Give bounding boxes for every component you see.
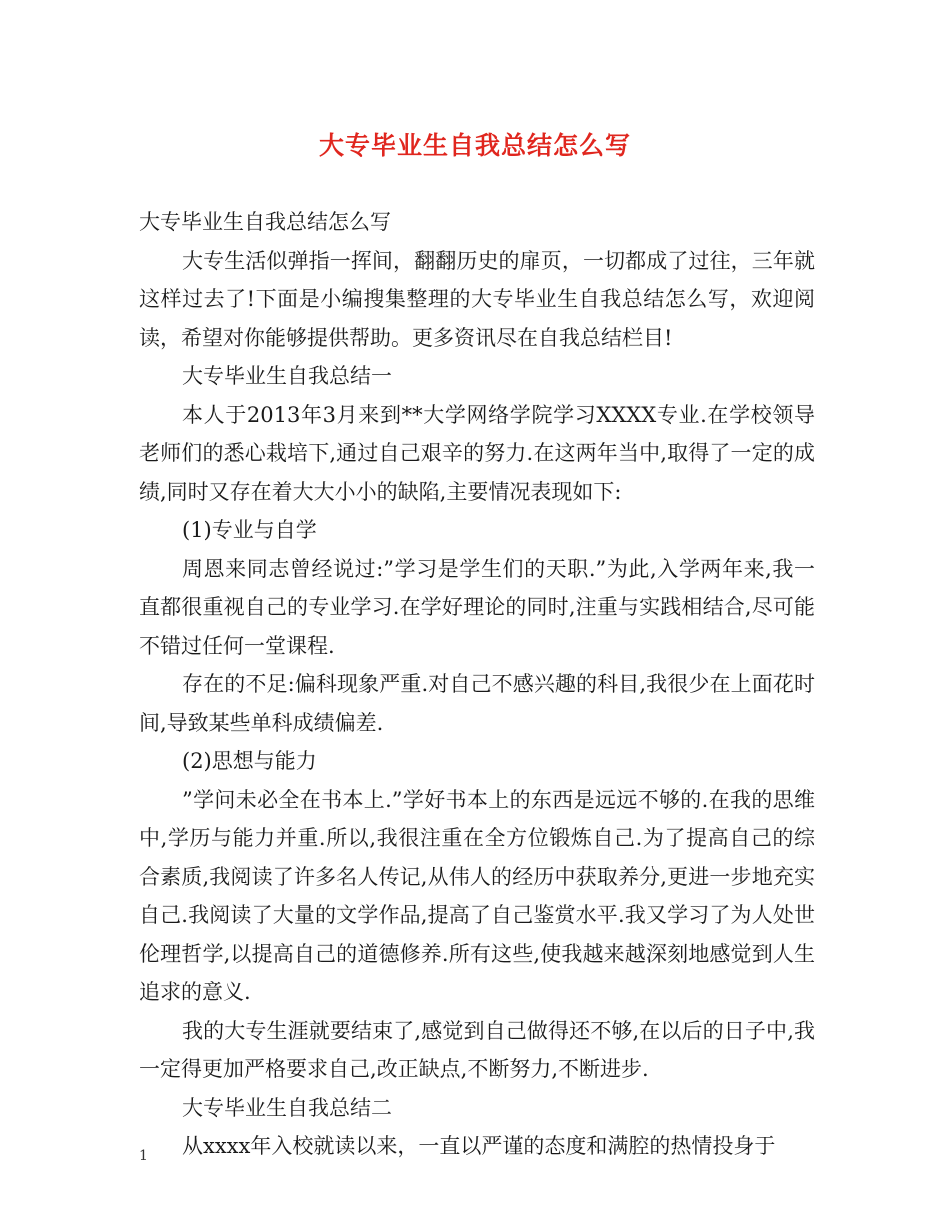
body-paragraph: 存在的不足:偏科现象严重.对自己不感兴趣的科目,我很少在上面花时间,导致某些单科成绩偏差. (139, 672, 815, 735)
subsection-heading-study: (1)专业与自学 (182, 518, 317, 542)
intro-paragraph: 大专生活似弹指一挥间，翻翻历史的扉页，一切都成了过往，三年就这样过去了!下面是小编搜集整理的大专毕业生自我总结怎么写，欢迎阅读，希望对你能够提供帮助。更多资讯尽在自我总结栏目! (139, 248, 815, 350)
document-body (139, 203, 815, 1166)
body-paragraph: 本人于2013年3月来到**大学网络学院学习XXXX专业.在学校领导老师们的悉心栽培下,通过自己艰辛的努力.在这两年当中,取得了一定的成绩,同时又存在着大大小小的缺陷,主要情况表现如下: (139, 402, 815, 504)
document-title: 大专毕业生自我总结怎么写 (318, 131, 631, 160)
section-heading-two: 大专毕业生自我总结二 (182, 1095, 392, 1120)
body-paragraph: 从xxxx年入校就读以来，一直以严谨的态度和满腔的热情投身于 (182, 1134, 776, 1158)
section-heading-one: 大专毕业生自我总结一 (182, 364, 392, 388)
subtitle-paragraph: 大专毕业生自我总结怎么写 (139, 210, 391, 234)
body-paragraph: 我的大专生涯就要结束了,感觉到自己做得还不够,在以后的日子中,我一定得更加严格要求自己,改正缺点,不断努力,不断进步. (139, 1018, 815, 1081)
body-paragraph: ”学问未必全在书本上.”学好书本上的东西是远远不够的.在我的思维中,学历与能力并重.所以,我很注重在全方位锻炼自己.为了提高自己的综合素质,我阅读了许多名人传记,从伟人的经历中获取养分,更进一步地充实自己.我阅读了大量的文学作品,提高了自己鉴赏水平.我又学习了为人处世伦理哲学,以提高自己的道德修养.所有这些,使我越来越深刻地感觉到人生追求的意义. (139, 787, 815, 1004)
body-paragraph: 周恩来同志曾经说过:”学习是学生们的天职.”为此,入学两年来,我一直都很重视自己的专业学习.在学好理论的同时,注重与实践相结合,尽可能不错过任何一堂课程. (139, 556, 815, 658)
page-number: 1 (139, 1148, 148, 1164)
subsection-heading-thinking: (2)思想与能力 (182, 749, 317, 773)
